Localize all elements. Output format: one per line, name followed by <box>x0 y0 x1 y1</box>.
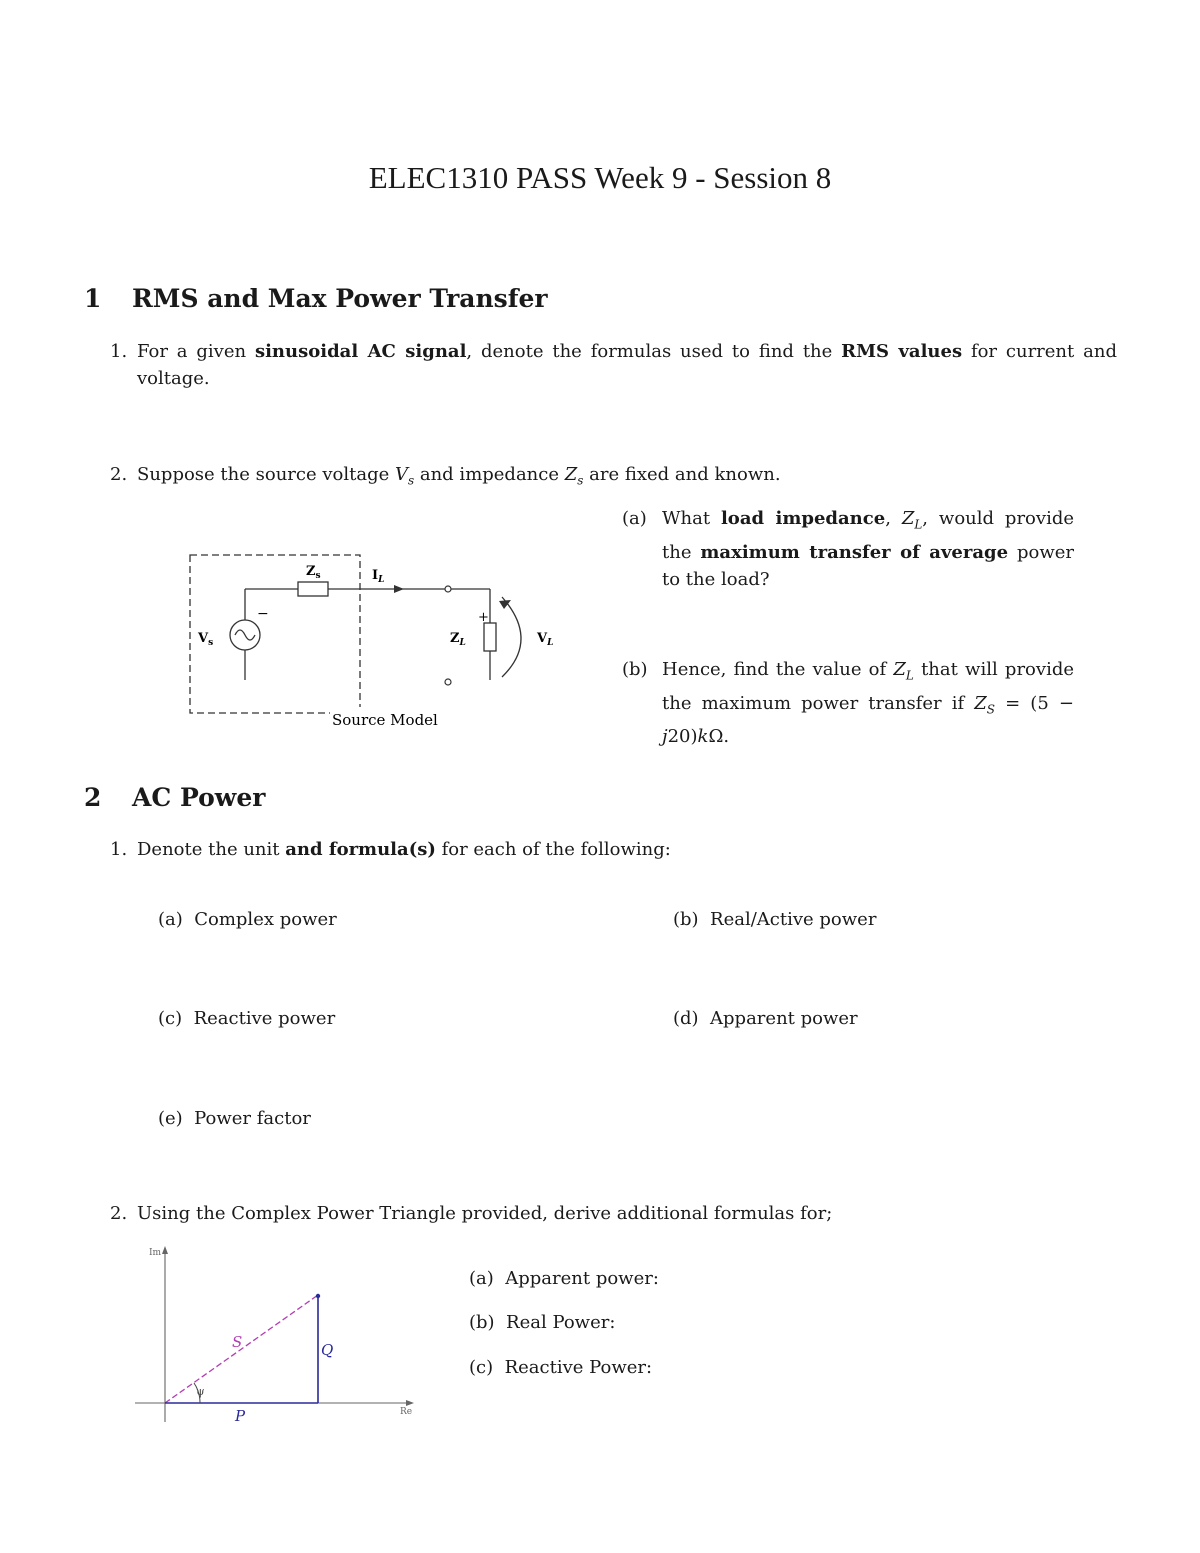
s2-q1-t2: for each of the following: <box>435 839 671 860</box>
s1-q1-text <box>137 338 1117 392</box>
j-symbol: j <box>662 726 668 748</box>
zs-resistor <box>298 582 328 596</box>
s1-q2-number: 2. <box>110 464 128 485</box>
current-arrow-icon <box>394 585 404 593</box>
s2-q1-bold1: and formula(s) <box>285 839 436 860</box>
s1-q2a-t4: power to the load? <box>662 541 1075 590</box>
part-d-text: Apparent power <box>710 1008 858 1029</box>
vl-arc <box>502 597 521 677</box>
section-1-title: RMS and Max Power Transfer <box>132 284 548 313</box>
vs-subscript: s <box>407 473 415 488</box>
k-symbol: k <box>697 726 709 748</box>
triangle-vertex <box>316 1294 320 1298</box>
q2-part-a-label: (a) <box>469 1268 494 1289</box>
part-e-text: Power factor <box>194 1108 311 1129</box>
s2-q1-number: 1. <box>110 839 128 860</box>
real-axis-arrow-icon <box>406 1400 414 1406</box>
zl-symbol-a: Z <box>901 508 915 529</box>
s2-q1-part-b <box>673 906 876 933</box>
q2-part-c-label: (c) <box>469 1357 494 1378</box>
load-plus-sign: + <box>478 610 489 625</box>
source-model-circuit <box>180 545 580 735</box>
s2-q1-part-a <box>158 906 337 933</box>
s2-q1-part-c <box>158 1005 335 1032</box>
il-circuit-label: $I_L$ <box>372 568 385 585</box>
s2-q2-number: 2. <box>110 1203 128 1224</box>
part-b-text: Real/Active power <box>710 909 877 930</box>
s1-q2a-bold1: load impedance <box>720 508 886 529</box>
s2-q2-part-c <box>469 1354 652 1381</box>
terminal-top <box>445 586 451 592</box>
s1-q2-t1: Suppose the source voltage <box>137 464 395 485</box>
imag-axis-arrow-icon <box>162 1246 168 1254</box>
zl-subscript-b: L <box>905 668 914 683</box>
s2-q2-text: Using the Complex Power Triangle provided, derive additional formulas for; <box>137 1203 833 1224</box>
part-a-text: Complex power <box>194 909 337 930</box>
s2-q2-part-b <box>469 1309 615 1336</box>
q2-part-a-text: Apparent power: <box>505 1268 659 1289</box>
s1-q2b-label: (b) <box>622 659 648 680</box>
s1-q1-bold1: sinusoidal AC signal <box>254 341 467 362</box>
zs-symbol: Z <box>564 464 578 485</box>
q2-part-c-text: Reactive Power: <box>504 1357 653 1378</box>
s1-q1-number: 1. <box>110 341 128 362</box>
terminal-bottom <box>445 679 451 685</box>
zl-symbol-b: Z <box>893 659 906 680</box>
part-b-label: (b) <box>673 909 699 930</box>
s-label: S <box>232 1333 243 1351</box>
re-axis-label: Re <box>400 1407 413 1417</box>
part-e-label: (e) <box>158 1108 183 1129</box>
zs-circuit-label: $Z_s$ <box>306 564 321 581</box>
section-2-number: 2 <box>84 783 102 812</box>
vl-circuit-label: $V_L$ <box>537 631 554 648</box>
page-title: ELEC1310 PASS Week 9 - Session 8 <box>368 160 832 195</box>
source-model-label: Source Model <box>332 711 438 729</box>
q2-part-b-label: (b) <box>469 1312 495 1333</box>
s1-q2b-text <box>662 656 1074 750</box>
s1-q2-t3: are fixed and known. <box>583 464 781 485</box>
s1-q2a-bold2: maximum transfer of average <box>700 541 1009 563</box>
part-a-label: (a) <box>158 909 183 930</box>
part-c-text: Reactive power <box>193 1008 336 1029</box>
part-c-label: (c) <box>158 1008 183 1029</box>
source-model-box <box>190 555 360 713</box>
p-label: P <box>235 1407 246 1425</box>
sine-wave-icon <box>235 630 255 640</box>
s1-q1-t1: For a given <box>137 341 255 362</box>
source-minus-sign: − <box>257 606 269 622</box>
vl-arrow-icon <box>499 600 511 609</box>
zl-subscript-a: L <box>914 517 923 532</box>
s1-q2b-t3: = (5 − <box>995 692 1074 714</box>
part-d-label: (d) <box>673 1008 699 1029</box>
zs-subscript-b: S <box>986 702 995 717</box>
s1-q1-t2: , denote the formulas used to find the <box>466 341 842 362</box>
s1-q2a-t3: , would provide the <box>662 508 1074 563</box>
zs-symbol-b: Z <box>974 692 987 714</box>
vs-circuit-label: $V_s$ <box>198 631 214 648</box>
s1-q2a-t2: , <box>885 508 902 529</box>
im-axis-label: Im <box>149 1248 162 1258</box>
s2-q2-part-a <box>469 1265 659 1292</box>
s1-q2a-label: (a) <box>622 508 647 529</box>
s1-q2b-t5: Ω. <box>708 726 730 748</box>
s1-q2a-text <box>662 505 1074 593</box>
section-2-title: AC Power <box>132 783 266 812</box>
s2-q1-t1: Denote the unit <box>137 839 286 860</box>
s2-q1-text <box>137 836 1037 863</box>
s1-q2a-t1: What <box>662 508 721 529</box>
angle-label: ψ <box>196 1385 205 1398</box>
s1-q2-t2: and impedance <box>414 464 565 485</box>
s1-q2b-t1: Hence, find the value of <box>662 659 894 680</box>
s1-q2-text <box>137 461 1037 495</box>
section-1-number: 1 <box>84 284 102 313</box>
q-label: Q <box>321 1341 334 1359</box>
s1-q2b-t4: 20) <box>667 726 698 748</box>
s2-q1-part-e <box>158 1105 311 1132</box>
zl-circuit-label: $Z_L$ <box>450 631 466 648</box>
s1-q2b-t2: that will provide the maximum power transfer if <box>662 659 1074 714</box>
s2-q1-part-d <box>673 1005 858 1032</box>
q2-part-b-text: Real Power: <box>506 1312 616 1333</box>
s1-q1-bold2: RMS values <box>841 341 963 362</box>
s1-q1-t3: for current and voltage. <box>137 341 1117 389</box>
power-triangle-diagram <box>130 1240 430 1430</box>
zs-subscript: s <box>577 473 584 488</box>
vs-symbol: V <box>394 464 408 485</box>
zl-resistor <box>484 623 496 651</box>
